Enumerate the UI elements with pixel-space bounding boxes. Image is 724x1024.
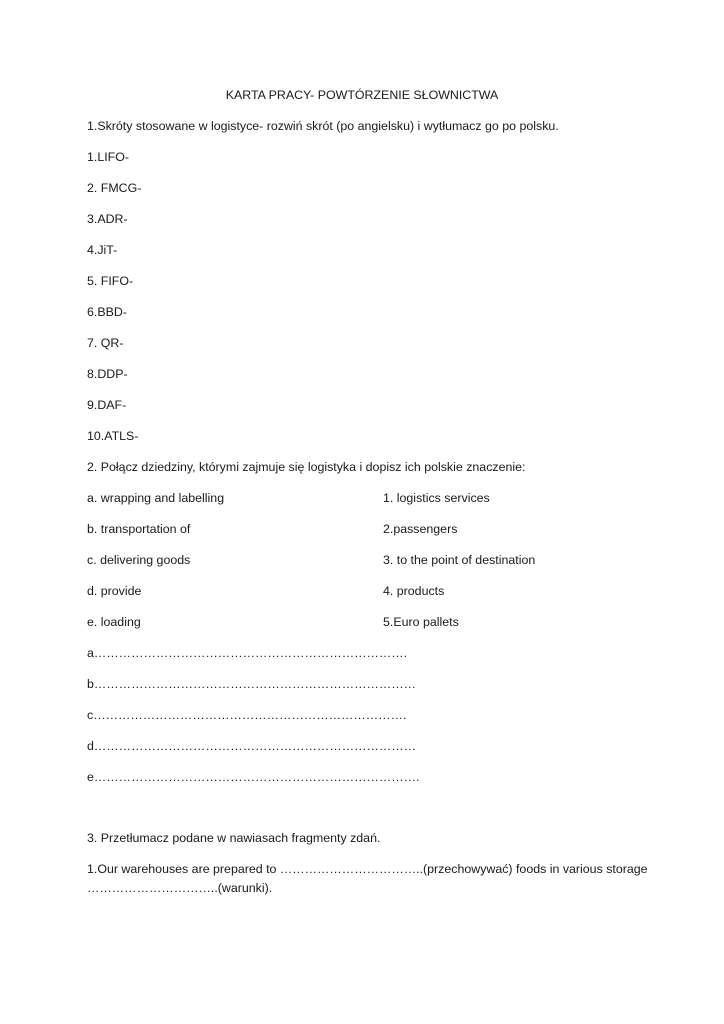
abbreviation-item: 8.DDP- bbox=[87, 367, 128, 381]
translation-sentence-line: …………………………..(warunki). bbox=[87, 881, 273, 895]
match-right-item: 4. products bbox=[383, 584, 445, 598]
translation-sentence-line: 1.Our warehouses are prepared to ……………………………..(przechowywać) foods in various storage bbox=[87, 862, 648, 876]
abbreviation-item: 6.BBD- bbox=[87, 305, 127, 319]
answer-line: d…………………………………………………………………… bbox=[87, 739, 417, 753]
match-left-item: b. transportation of bbox=[87, 522, 191, 536]
answer-line: e……………………………………………………………………. bbox=[87, 770, 420, 784]
answer-line: b…………………………………………………………………… bbox=[87, 677, 417, 691]
abbreviation-item: 2. FMCG- bbox=[87, 181, 142, 195]
match-right-item: 3. to the point of destination bbox=[383, 553, 536, 567]
abbreviation-item: 1.LIFO- bbox=[87, 150, 129, 164]
match-left-item: d. provide bbox=[87, 584, 142, 598]
match-right-item: 1. logistics services bbox=[383, 491, 490, 505]
match-left-item: c. delivering goods bbox=[87, 553, 191, 567]
match-right-item: 5.Euro pallets bbox=[383, 615, 459, 629]
abbreviation-item: 9.DAF- bbox=[87, 398, 127, 412]
match-left-item: a. wrapping and labelling bbox=[87, 491, 225, 505]
match-left-item: e. loading bbox=[87, 615, 141, 629]
page-title: KARTA PRACY- POWTÓRZENIE SŁOWNICTWA bbox=[225, 88, 499, 102]
answer-line: a…………………………………………………………………. bbox=[87, 646, 408, 660]
answer-line: c…………………………………………………………………. bbox=[87, 708, 407, 722]
abbreviation-item: 7. QR- bbox=[87, 336, 124, 350]
task2-instruction: 2. Połącz dziedziny, którymi zajmuje się logistyka i dopisz ich polskie znaczenie: bbox=[87, 460, 526, 474]
task3-instruction: 3. Przetłumacz podane w nawiasach fragmenty zdań. bbox=[87, 831, 381, 845]
match-right-item: 2.passengers bbox=[383, 522, 458, 536]
abbreviation-item: 5. FIFO- bbox=[87, 274, 134, 288]
abbreviation-item: 4.JiT- bbox=[87, 243, 118, 257]
task1-instruction: 1.Skróty stosowane w logistyce- rozwiń skrót (po angielsku) i wytłumacz go po polsku. bbox=[87, 119, 559, 133]
abbreviation-item: 10.ATLS- bbox=[87, 429, 139, 443]
abbreviation-item: 3.ADR- bbox=[87, 212, 128, 226]
